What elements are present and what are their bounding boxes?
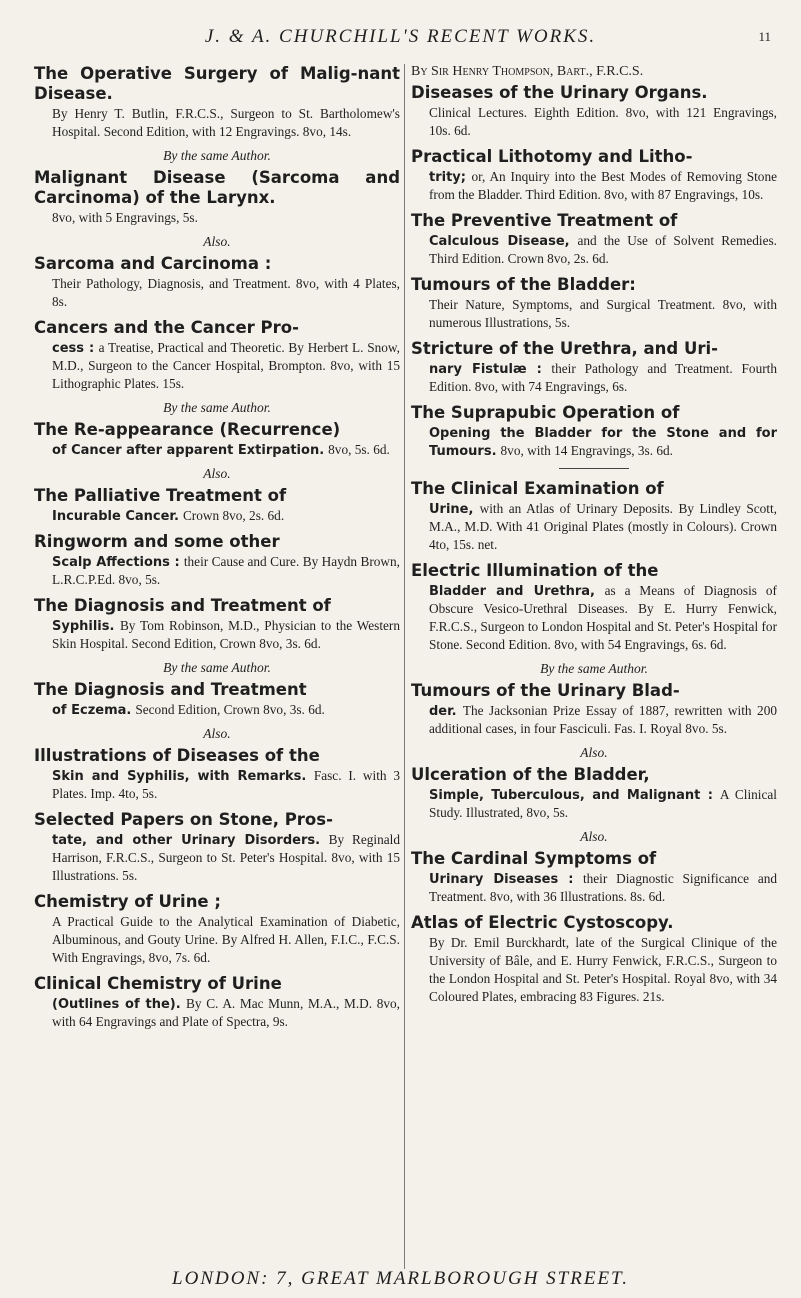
- book-description: By Reginald Harrison, F.R.C.S., Surgeon to St. Peter's Hospital. 8vo, with 15 Illustrations. 5s.: [52, 832, 400, 883]
- author-note: Also.: [203, 234, 231, 249]
- book-details: [34, 339, 400, 393]
- author-note: Also.: [580, 829, 608, 844]
- book-title-line: [411, 681, 777, 701]
- book-entry: [34, 168, 400, 227]
- book-details: [34, 617, 400, 653]
- book-title: Selected Papers on Stone, Pros-: [34, 810, 333, 829]
- book-subtitle: trity;: [429, 170, 466, 185]
- book-title: Stricture of the Urethra, and Uri-: [411, 339, 718, 358]
- book-title: The Diagnosis and Treatment of: [34, 596, 331, 615]
- book-details: [34, 209, 400, 227]
- book-subtitle: nary Fistulæ :: [429, 362, 542, 377]
- book-details: [34, 275, 400, 311]
- book-details: [411, 786, 777, 822]
- book-details: [411, 934, 777, 1006]
- author-note: Also.: [203, 466, 231, 481]
- book-description: 8vo, 5s. 6d.: [328, 442, 390, 457]
- book-description: Their Pathology, Diagnosis, and Treatment. 8vo, with 4 Plates, 8s.: [52, 276, 400, 309]
- author-note: By the same Author.: [163, 400, 271, 415]
- book-title: Clinical Chemistry of Urine: [34, 974, 282, 993]
- book-subtitle: Opening the Bladder for the Stone and for Tumours.: [429, 426, 777, 459]
- book-entry: [34, 746, 400, 803]
- author-note: Also.: [203, 726, 231, 741]
- book-subtitle: Skin and Syphilis, with Remarks.: [52, 769, 307, 784]
- book-title-line: [34, 810, 400, 830]
- separator-rule: [559, 468, 629, 469]
- book-details: [411, 582, 777, 654]
- right-column: [411, 64, 777, 1013]
- book-details: [411, 232, 777, 268]
- book-details: [411, 360, 777, 396]
- book-title: Sarcoma and Carcinoma :: [34, 254, 272, 273]
- book-details: [411, 168, 777, 204]
- book-title-line: [34, 596, 400, 616]
- book-title: Diseases of the Urinary Organs.: [411, 83, 708, 102]
- book-subtitle: Bladder and Urethra,: [429, 584, 595, 599]
- book-subtitle: Simple, Tuberculous, and Malignant :: [429, 788, 713, 803]
- book-title-line: [411, 147, 777, 167]
- book-title-line: [34, 168, 400, 208]
- book-entry: [34, 318, 400, 393]
- book-title: The Re-appearance (Recurrence): [34, 420, 341, 439]
- book-title-line: [411, 275, 777, 295]
- book-subtitle: tate, and other Urinary Disorders.: [52, 833, 321, 848]
- book-entry: [411, 403, 777, 460]
- column-divider: [404, 64, 405, 1269]
- book-details: [411, 296, 777, 332]
- book-description: Their Nature, Symptoms, and Surgical Treatment. 8vo, with numerous Illustrations, 5s.: [429, 297, 777, 330]
- book-description: with an Atlas of Urinary Deposits. By Lindley Scott, M.A., M.D. With 41 Original Plates (mostly in Colours). Crown 4to, 15s. net.: [429, 501, 777, 552]
- book-title: Ringworm and some other: [34, 532, 280, 551]
- page-footer: LONDON: 7, GREAT MARLBOROUGH STREET.: [172, 1268, 629, 1289]
- book-description: By Henry T. Butlin, F.R.C.S., Surgeon to St. Bartholomew's Hospital. Second Edition, with 12 Engravings. 8vo, 14s.: [52, 106, 400, 139]
- book-title: Electric Illumination of the: [411, 561, 659, 580]
- book-description: Second Edition, Crown 8vo, 3s. 6d.: [135, 702, 325, 717]
- book-title: The Preventive Treatment of: [411, 211, 678, 230]
- book-subtitle: cess :: [52, 341, 95, 356]
- book-description: their Diagnostic Significance and Treatment. 8vo, with 36 Illustrations. 8s. 6d.: [429, 871, 778, 904]
- book-entry: [411, 849, 777, 906]
- book-title-line: [411, 561, 777, 581]
- page-header: [0, 26, 801, 48]
- book-entry: [34, 892, 400, 967]
- book-entry: [34, 596, 400, 653]
- header-title: J. & A. CHURCHILL'S RECENT WORKS.: [204, 26, 597, 47]
- book-title: Cancers and the Cancer Pro-: [34, 318, 299, 337]
- book-title: Illustrations of Diseases of the: [34, 746, 320, 765]
- book-title: Atlas of Electric Cystoscopy.: [411, 913, 674, 932]
- book-description: Crown 8vo, 2s. 6d.: [182, 508, 285, 523]
- book-title: The Cardinal Symptoms of: [411, 849, 657, 868]
- book-subtitle: of Cancer after apparent Extirpation.: [52, 443, 325, 458]
- book-description: a Treatise, Practical and Theoretic. By Herbert L. Snow, M.D., Surgeon to the Cancer Hospital, Brompton. 8vo, with 15 Lithographic Plates. 15s.: [52, 340, 400, 391]
- book-entry: [411, 275, 777, 332]
- book-description: their Cause and Cure. By Haydn Brown, L.R.C.P.Ed. 8vo, 5s.: [52, 554, 401, 587]
- book-description: or, An Inquiry into the Best Modes of Removing Stone from the Bladder. Third Edition. 8vo, with 87 Engravings, 10s.: [429, 169, 778, 202]
- book-details: [34, 913, 400, 967]
- book-description: By C. A. Mac Munn, M.A., M.D. 8vo, with 64 Engravings and Plate of Spectra, 9s.: [52, 996, 401, 1029]
- book-title: The Palliative Treatment of: [34, 486, 287, 505]
- book-details: [34, 831, 400, 885]
- book-details: [34, 767, 400, 803]
- book-entry: [411, 681, 777, 738]
- book-subtitle: Urine,: [429, 502, 474, 517]
- book-description: The Jacksonian Prize Essay of 1887, rewritten with 200 additional cases, in four Fasciculi. Fas. I. Royal 8vo. 5s.: [429, 703, 778, 736]
- book-entry: [34, 810, 400, 885]
- book-details: [34, 995, 400, 1031]
- book-subtitle: der.: [429, 704, 457, 719]
- book-details: [411, 500, 777, 554]
- book-description: as a Means of Diagnosis of Obscure Vesico-Urethral Diseases. By E. Hurry Fenwick, F.R.C.S., Surgeon to London Hospital and St. Peter's Hospital for Stone. Second Edition. 8vo, with 54 Engravings, 6s. 6d.: [429, 583, 777, 652]
- book-description: Fasc. I. with 3 Plates. Imp. 4to, 5s.: [52, 768, 400, 801]
- book-title-line: [34, 64, 400, 104]
- book-title-line: [411, 403, 777, 423]
- book-details: [411, 424, 777, 460]
- book-title-line: [411, 913, 777, 933]
- book-entry: [411, 339, 777, 396]
- author-note: By the same Author.: [163, 660, 271, 675]
- book-details: [34, 507, 400, 525]
- book-title-line: [34, 420, 400, 440]
- book-title: Malignant Disease (Sarcoma and Carcinoma) of the Larynx.: [34, 168, 400, 207]
- book-title-line: [34, 254, 400, 274]
- book-entry: [34, 974, 400, 1031]
- book-entry: [34, 532, 400, 589]
- page-number: 11: [758, 29, 771, 44]
- book-subtitle: Calculous Disease,: [429, 234, 570, 249]
- book-description: A Clinical Study. Illustrated, 8vo, 5s.: [429, 787, 777, 820]
- book-details: [34, 701, 400, 719]
- book-entry: [411, 765, 777, 822]
- book-details: [34, 553, 400, 589]
- book-title: The Diagnosis and Treatment: [34, 680, 307, 699]
- book-description: By Dr. Emil Burckhardt, late of the Surgical Clinique of the University of Bâle, and E. Hurry Fenwick, F.R.C.S., Surgeon to the London Hospital and St. Peter's Hospital. Royal 8vo, with 34 Coloured Plates, embracing 83 Figures. 21s.: [429, 935, 777, 1004]
- book-description: By Tom Robinson, M.D., Physician to the Western Skin Hospital. Second Edition, Crown 8vo, 3s. 6d.: [52, 618, 400, 651]
- book-entry: [411, 561, 777, 654]
- book-entry: [411, 479, 777, 554]
- book-details: [411, 104, 777, 140]
- book-title-line: [411, 479, 777, 499]
- book-title-line: [411, 849, 777, 869]
- book-title-line: [411, 83, 777, 103]
- book-title: The Clinical Examination of: [411, 479, 664, 498]
- book-entry: [34, 680, 400, 719]
- book-description: 8vo, with 5 Engravings, 5s.: [52, 210, 198, 225]
- book-title-line: [34, 746, 400, 766]
- book-title-line: [411, 339, 777, 359]
- book-description: and the Use of Solvent Remedies. Third Edition. Crown 8vo, 2s. 6d.: [429, 233, 778, 266]
- book-title: Practical Lithotomy and Litho-: [411, 147, 693, 166]
- book-title-line: [34, 532, 400, 552]
- book-entry: [34, 254, 400, 311]
- book-entry: [411, 83, 777, 140]
- author-note: By the same Author.: [540, 661, 648, 676]
- book-description: 8vo, with 14 Engravings, 3s. 6d.: [500, 443, 673, 458]
- book-title: Tumours of the Urinary Blad-: [411, 681, 680, 700]
- book-subtitle: Scalp Affections :: [52, 555, 180, 570]
- book-title-line: [34, 892, 400, 912]
- book-title: Ulceration of the Bladder,: [411, 765, 650, 784]
- book-title-line: [34, 318, 400, 338]
- author-heading: By Sir Henry Thompson, Bart., F.R.C.S.: [411, 64, 644, 79]
- left-column: [34, 64, 400, 1038]
- book-title: Tumours of the Bladder:: [411, 275, 636, 294]
- book-entry: [34, 420, 400, 459]
- book-subtitle: of Eczema.: [52, 703, 132, 718]
- book-details: [34, 105, 400, 141]
- book-details: [34, 441, 400, 459]
- book-title-line: [34, 974, 400, 994]
- book-title: The Operative Surgery of Malig-nant Disease.: [34, 64, 400, 103]
- book-entry: [34, 486, 400, 525]
- book-subtitle: Urinary Diseases :: [429, 872, 574, 887]
- book-title: The Suprapubic Operation of: [411, 403, 680, 422]
- book-subtitle: (Outlines of the).: [52, 997, 181, 1012]
- book-title-line: [411, 765, 777, 785]
- book-details: [411, 870, 777, 906]
- book-subtitle: Incurable Cancer.: [52, 509, 179, 524]
- author-note: Also.: [580, 745, 608, 760]
- author-note: By the same Author.: [163, 148, 271, 163]
- book-entry: [411, 147, 777, 204]
- book-entry: [411, 211, 777, 268]
- book-description: A Practical Guide to the Analytical Examination of Diabetic, Albuminous, and Gouty Urine. By Alfred H. Allen, F.I.C., F.C.S. With Engravings, 8vo, 7s. 6d.: [52, 914, 400, 965]
- book-title: Chemistry of Urine ;: [34, 892, 221, 911]
- book-title-line: [34, 486, 400, 506]
- book-subtitle: Syphilis.: [52, 619, 115, 634]
- book-entry: [34, 64, 400, 141]
- book-title-line: [411, 211, 777, 231]
- book-entry: [411, 913, 777, 1006]
- book-description: their Pathology and Treatment. Fourth Edition. 8vo, with 74 Engravings, 6s.: [429, 361, 777, 394]
- book-title-line: [34, 680, 400, 700]
- book-details: [411, 702, 777, 738]
- book-description: Clinical Lectures. Eighth Edition. 8vo, with 121 Engravings, 10s. 6d.: [429, 105, 777, 138]
